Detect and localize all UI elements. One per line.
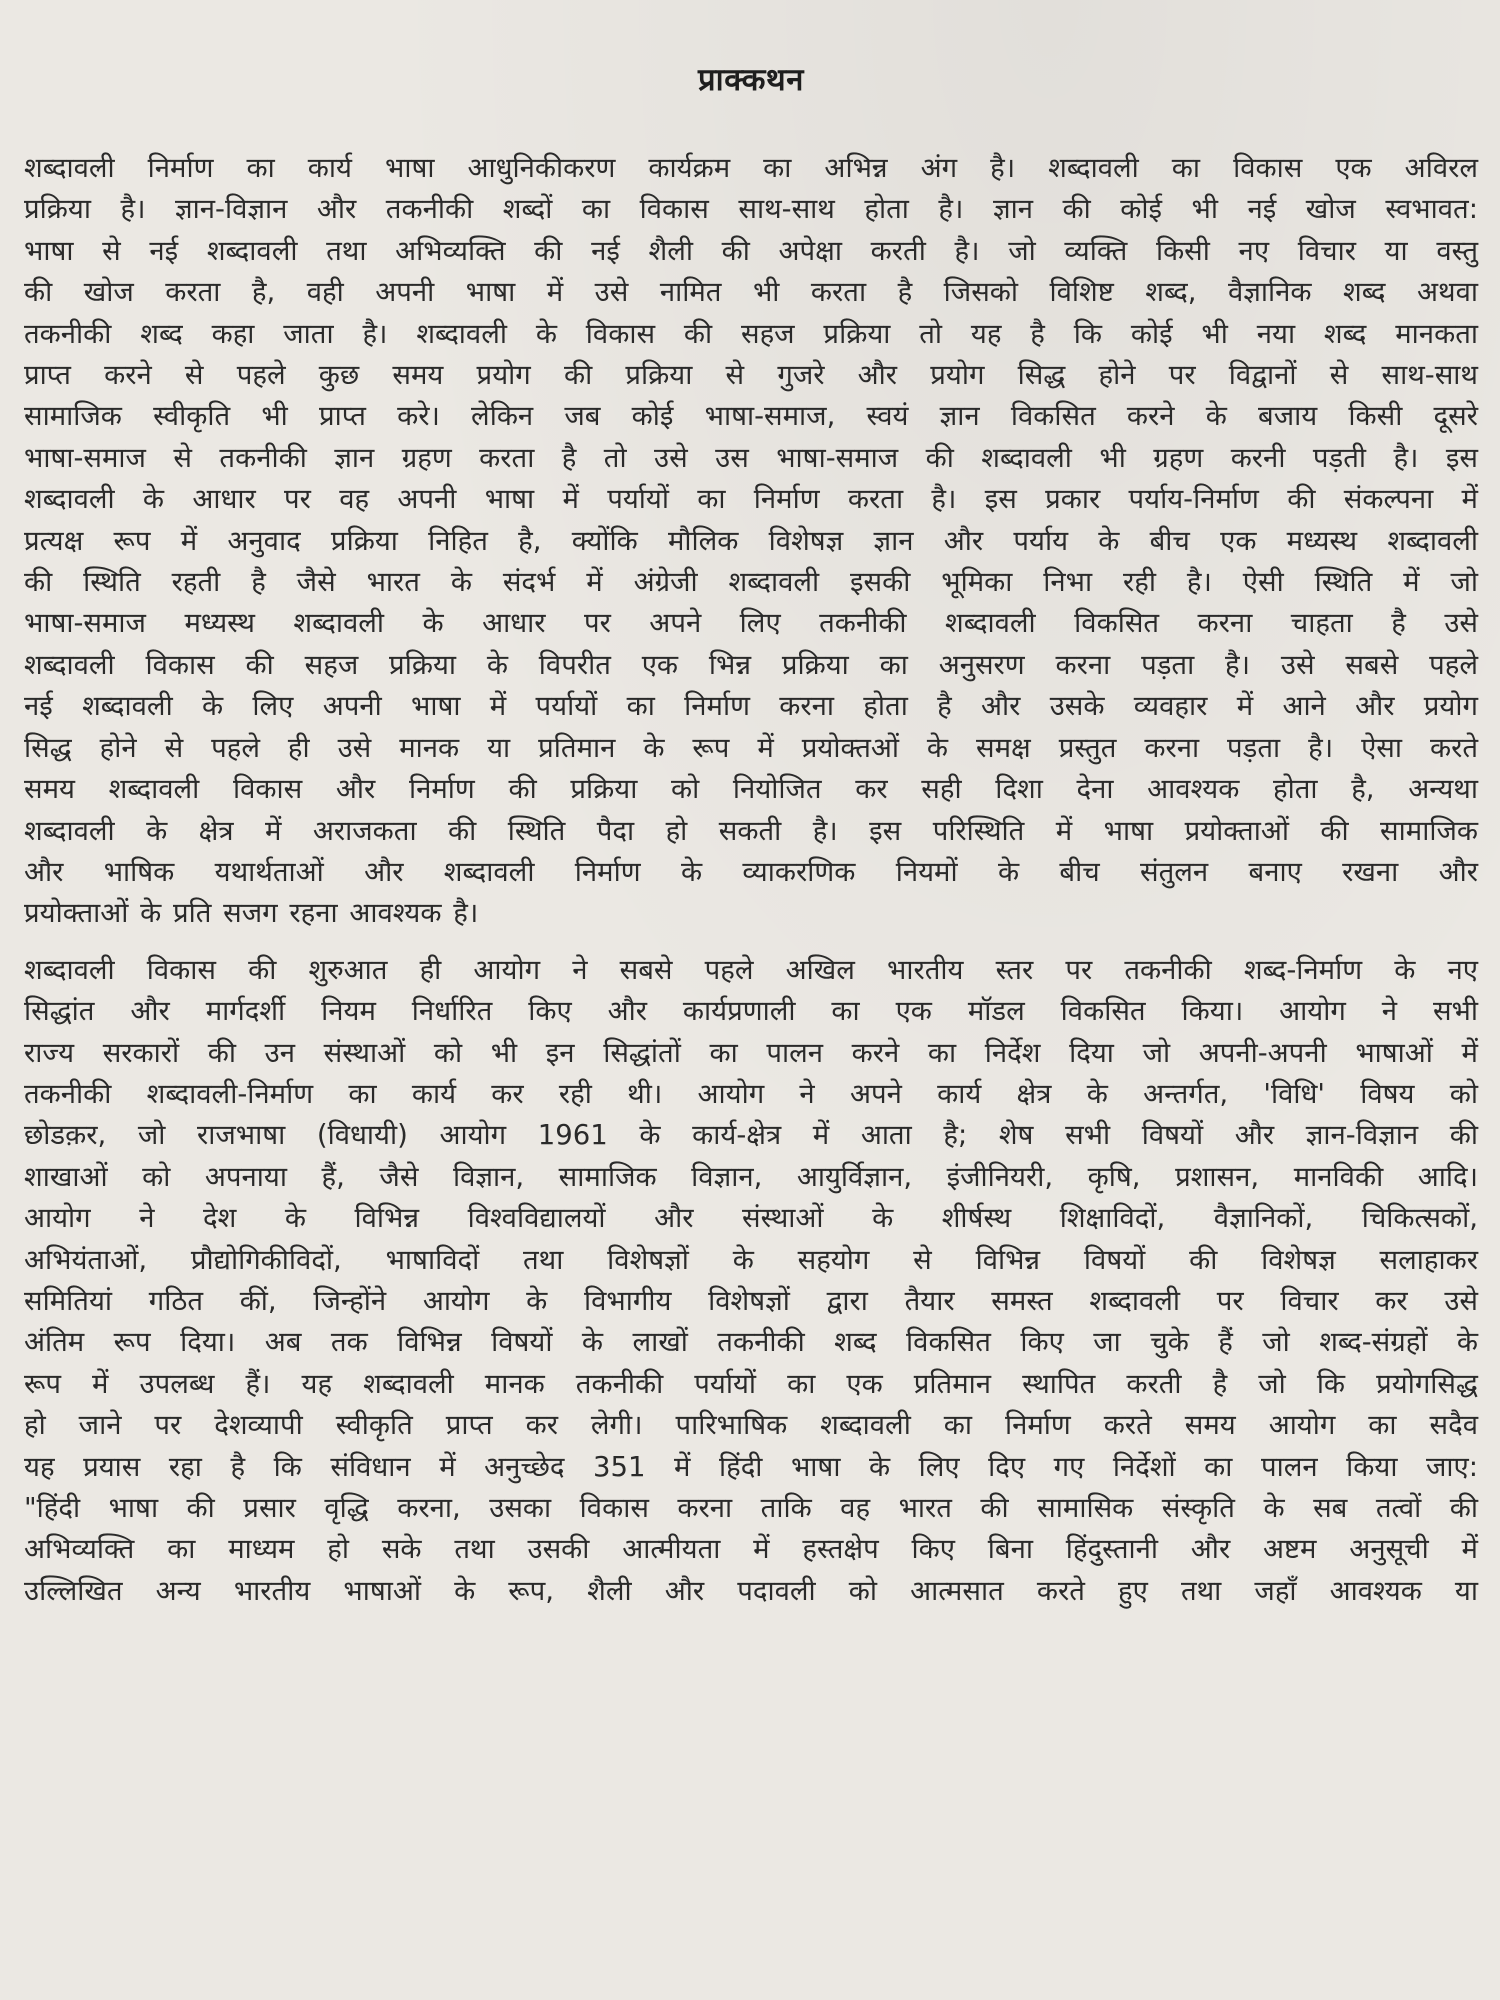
text-line: सिद्धांत और मार्गदर्शी नियम निर्धारित किए और कार्यप्रणाली का एक मॉडल विकसित किया। आयोग ने सभी (24, 995, 1478, 1028)
text-line: हो जाने पर देशव्यापी स्वीकृति प्राप्त कर लेगी। पारिभाषिक शब्दावली का निर्माण करते समय आयोग का सदैव (24, 1409, 1478, 1442)
text-line: आयोग ने देश के विभिन्न विश्वविद्यालयों और संस्थाओं के शीर्षस्थ शिक्षाविदों, वैज्ञानिकों, चिकित्सकों, (24, 1202, 1478, 1235)
text-line: अभियंताओं, प्रौद्योगिकीविदों, भाषाविदों तथा विशेषज्ञों के सहयोग से विभिन्न विषयों की विशेषज्ञ सलाहाकर (24, 1243, 1478, 1276)
text-line: राज्य सरकारों की उन संस्थाओं को भी इन सिद्धांतों का पालन करने का निर्देश दिया जो अपनी-अपनी भाषाओं में (24, 1036, 1478, 1069)
text-line: "हिंदी भाषा की प्रसार वृद्धि करना, उसका विकास करना ताकि वह भारत की सामासिक संस्कृति के सब तत्वों की (24, 1492, 1478, 1524)
text-line: प्रत्यक्ष रूप में अनुवाद प्रक्रिया निहित है, क्योंकि मौलिक विशेषज्ञ ज्ञान और पर्याय के बीच एक मध्यस्थ शब्दावली (24, 524, 1478, 557)
text-line: छोडक़र, जो राजभाषा (विधायी) आयोग 1961 के कार्य-क्षेत्र में आता है; शेष सभी विषयों और ज्ञान-विज्ञान की (24, 1119, 1478, 1152)
text-line: शब्दावली के क्षेत्र में अराजकता की स्थिति पैदा हो सकती है। इस परिस्थिति में भाषा प्रयोक्ताओं की सामाजिक (24, 814, 1478, 847)
text-line: की खोज करता है, वही अपनी भाषा में उसे नामित भी करता है जिसको विशिष्ट शब्द, वैज्ञानिक शब्द अथवा (24, 276, 1478, 309)
text-line: की स्थिति रहती है जैसे भारत के संदर्भ में अंग्रेजी शब्दावली इसकी भूमिका निभा रही है। ऐसी स्थिति में जो (24, 566, 1478, 599)
text-line: प्राप्त करने से पहले कुछ समय प्रयोग की प्रक्रिया से गुजरे और प्रयोग सिद्ध होने पर विद्वानों से साथ-साथ (24, 359, 1478, 392)
text-line: समय शब्दावली विकास और निर्माण की प्रक्रिया को नियोजित कर सही दिशा देना आवश्यक होता है, अन्यथा (24, 773, 1478, 806)
text-line: यह प्रयास रहा है कि संविधान में अनुच्छेद 351 में हिंदी भाषा के लिए दिए गए निर्देशों का पालन किया जाए: (24, 1450, 1478, 1483)
text-line: भाषा-समाज मध्यस्थ शब्दावली के आधार पर अपने लिए तकनीकी शब्दावली विकसित करना चाहता है उसे (24, 607, 1478, 640)
text-line: भाषा से नई शब्दावली तथा अभिव्यक्ति की नई शैली की अपेक्षा करती है। जो व्यक्ति किसी नए विचार या वस्तु (24, 234, 1478, 267)
text-line: समितियां गठित कीं, जिन्होंने आयोग के विभागीय विशेषज्ञों द्वारा तैयार समस्त शब्दावली पर विचार कर उसे (24, 1284, 1478, 1317)
text-line: शाखाओं को अपनाया हैं, जैसे विज्ञान, सामाजिक विज्ञान, आयुर्विज्ञान, इंजीनियरी, कृषि, प्रशासन, मानविकी आदि। (24, 1160, 1478, 1193)
text-line: प्रयोक्ताओं के प्रति सजग रहना आवश्यक है। (24, 897, 479, 930)
text-line: अंतिम रूप दिया। अब तक विभिन्न विषयों के लाखों तकनीकी शब्द विकसित किए जा चुके हैं जो शब्द-संग्रहों के (24, 1326, 1478, 1359)
text-line: नई शब्दावली के लिए अपनी भाषा में पर्यायों का निर्माण करना होता है और उसके व्यवहार में आने और प्रयोग (24, 690, 1478, 723)
text-line: शब्दावली विकास की सहज प्रक्रिया के विपरीत एक भिन्न प्रक्रिया का अनुसरण करना पड़ता है। उसे सबसे पहले (24, 648, 1478, 681)
text-line: शब्दावली के आधार पर वह अपनी भाषा में पर्यायों का निर्माण करता है। इस प्रकार पर्याय-निर्माण की संकल्पना में (24, 483, 1478, 516)
text-line: उल्लिखित अन्य भारतीय भाषाओं के रूप, शैली और पदावली को आत्मसात करते हुए तथा जहाँ आवश्यक या (24, 1574, 1478, 1607)
text-line: शब्दावली निर्माण का कार्य भाषा आधुनिकीकरण कार्यक्रम का अभिन्न अंग है। शब्दावली का विकास एक अविरल (24, 152, 1478, 184)
paragraph (24, 148, 1478, 935)
text-line: शब्दावली विकास की शुरुआत ही आयोग ने सबसे पहले अखिल भारतीय स्तर पर तकनीकी शब्द-निर्माण के नए (24, 953, 1478, 986)
body-text (24, 148, 1478, 1612)
text-line: और भाषिक यथार्थताओं और शब्दावली निर्माण के व्याकरणिक नियमों के बीच संतुलन बनाए रखना और (24, 855, 1478, 888)
paragraph (24, 950, 1478, 1613)
text-line: भाषा-समाज से तकनीकी ज्ञान ग्रहण करता है तो उसे उस भाषा-समाज की शब्दावली भी ग्रहण करनी पड़ती है। इस (24, 441, 1478, 474)
text-line: प्रक्रिया है। ज्ञान-विज्ञान और तकनीकी शब्दों का विकास साथ-साथ होता है। ज्ञान की कोई भी नई खोज स्वभावत: (24, 193, 1478, 226)
text-line: सामाजिक स्वीकृति भी प्राप्त करे। लेकिन जब कोई भाषा-समाज, स्वयं ज्ञान विकसित करने के बजाय किसी दूसरे (24, 400, 1478, 433)
text-line: तकनीकी शब्द कहा जाता है। शब्दावली के विकास की सहज प्रक्रिया तो यह है कि कोई भी नया शब्द मानकता (24, 317, 1478, 350)
text-line: रूप में उपलब्ध हैं। यह शब्दावली मानक तकनीकी पर्यायों का एक प्रतिमान स्थापित करती है जो कि प्रयोगसिद्ध (24, 1367, 1478, 1400)
text-line: तकनीकी शब्दावली-निर्माण का कार्य कर रही थी। आयोग ने अपने कार्य क्षेत्र के अन्तर्गत, 'विधि' विषय को (24, 1077, 1478, 1110)
text-line: सिद्ध होने से पहले ही उसे मानक या प्रतिमान के रूप में प्रयोक्तओं के समक्ष प्रस्तुत करना पड़ता है। ऐसा करते (24, 731, 1478, 764)
text-line: अभिव्यक्ति का माध्यम हो सके तथा उसकी आत्मीयता में हस्तक्षेप किए बिना हिंदुस्तानी और अष्टम अनुसूची में (24, 1533, 1478, 1566)
page-title: प्राक्कथन (698, 62, 804, 98)
